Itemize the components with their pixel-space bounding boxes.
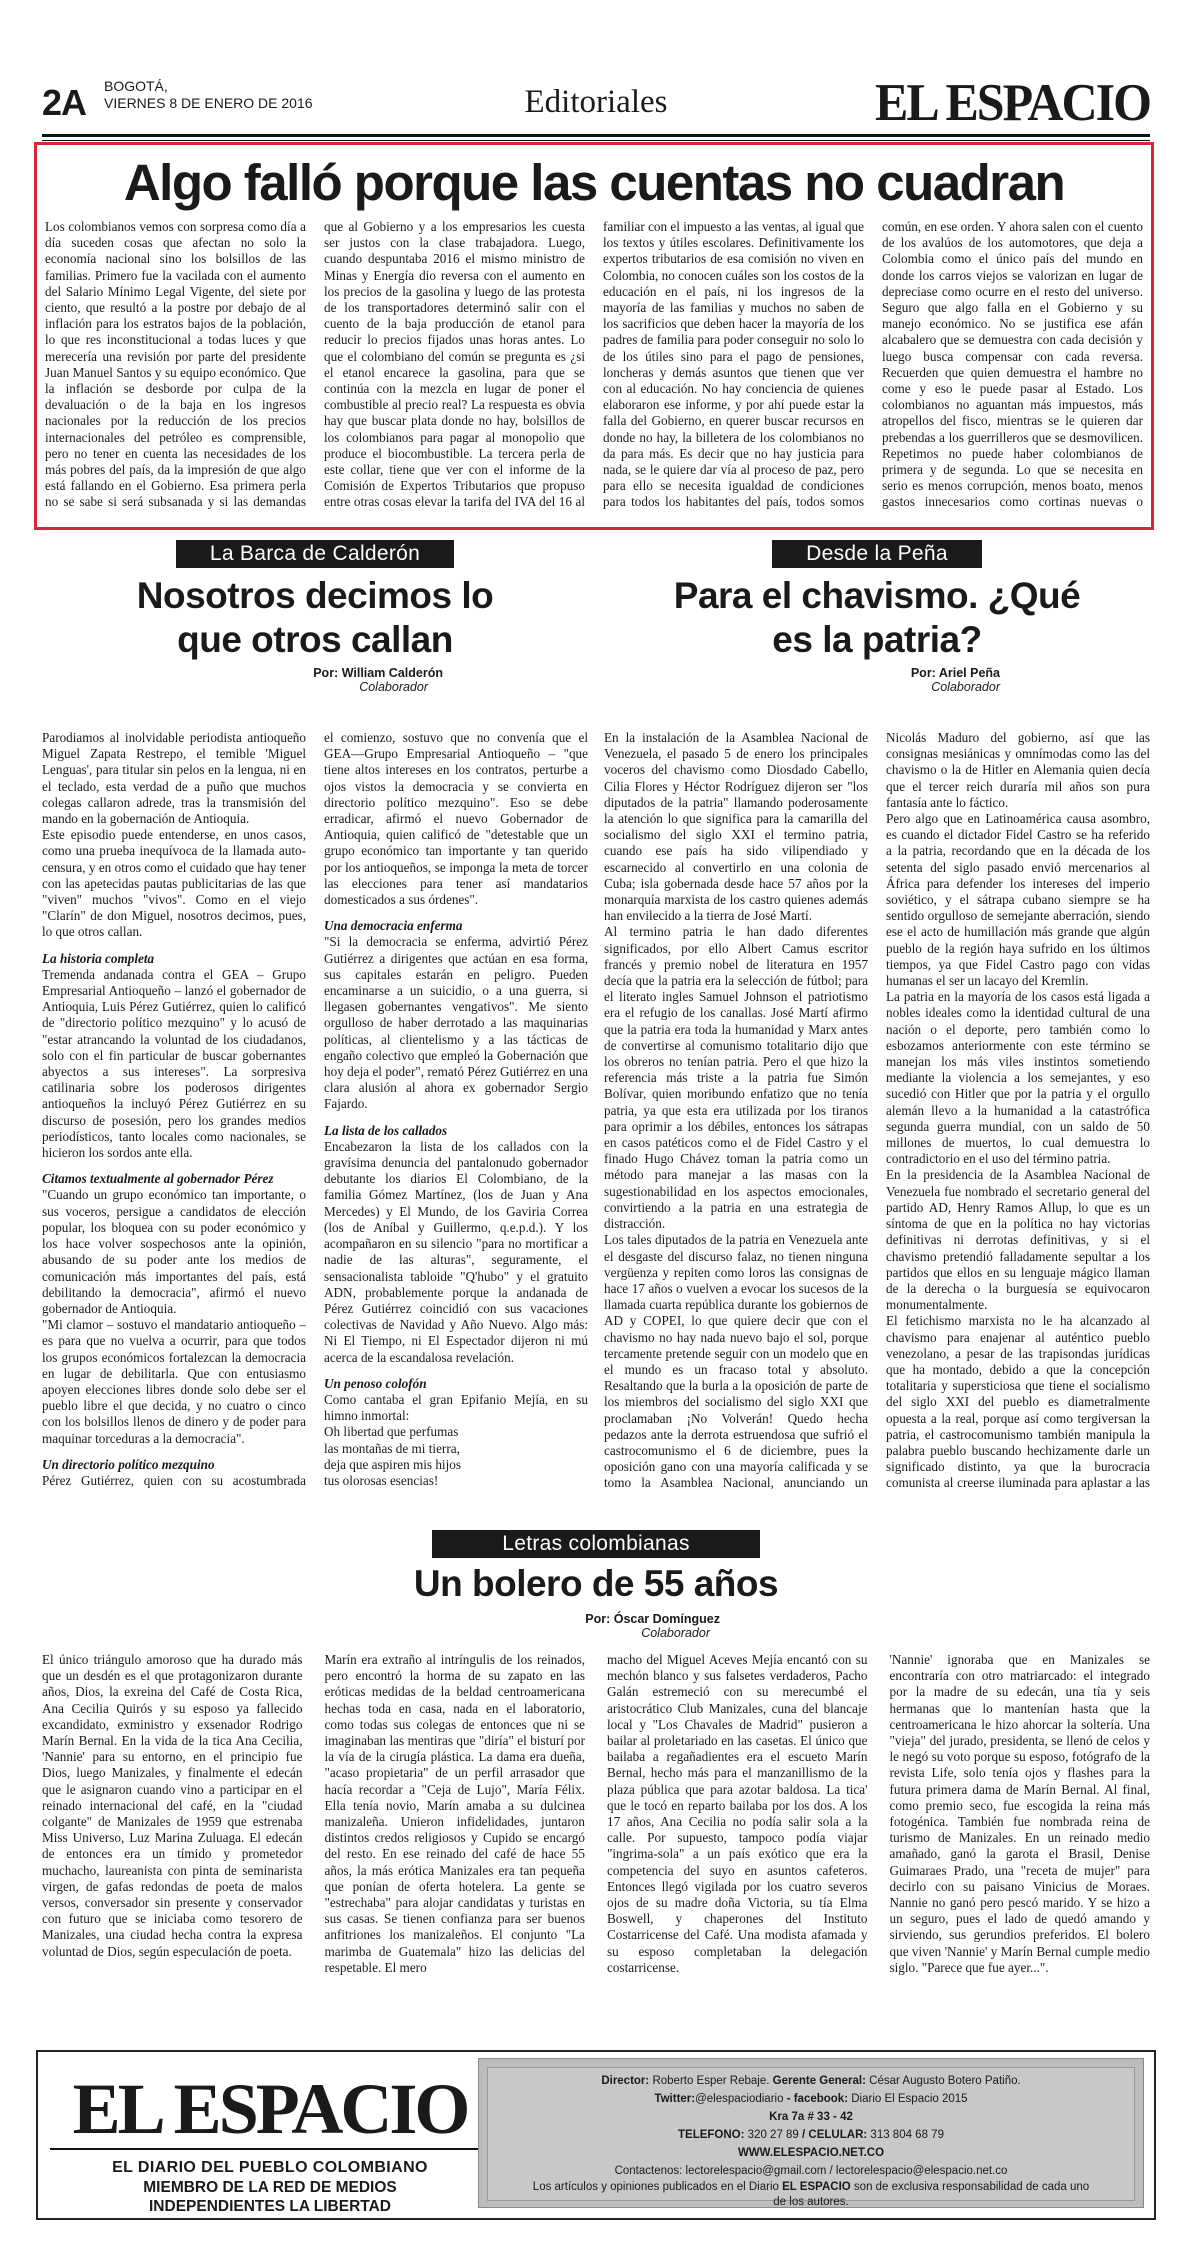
director-name: Roberto Esper Rebaje. bbox=[652, 2075, 770, 2087]
paragraph: Parodiamos al inolvidable periodista antioqueño Miguel Zapata Restrepo, el temible 'Miguel Lenguas', para titular sin pelos en la lengua, ni en el teclado, esta verdad de a puño que muchos colegas callaron adrede, tras la transmisión del mando en la gobernación de Antioquia. bbox=[42, 730, 306, 827]
footer-credits bbox=[487, 2067, 1135, 2208]
section-banner: Letras colombianas bbox=[432, 1530, 760, 1558]
article-column bbox=[42, 730, 306, 1490]
paragraph: "Cuando un grupo económico tan importante, o sus voceros, persigue a candidatos de elección popular, los bloquea con su poder económico y los hace volver sospechosos ante la opinión, abusando de su poder ante los medios de comunicación más importantes del país, está debilitando la democracia", afirmó el nuevo gobernador de Antioquia. bbox=[42, 1187, 306, 1316]
article-column: Marín era extraño al intríngulis de los reinados, pero encontró la horma de su zapato en las eróticas medidas de la beldad centroamericana hechas toda en casa, nada en el laboratorio, como todas sus colegas de entonces que ni se imaginaban las mentiras que "diría" el bisturí por la vía de la cirugía plástica. La dama era dueña, "acaso propietaria" de un perfil arrasador que hacía recordar a "Ceja de Lujo", María Félix. Ella tenía novio, Marín amaba a su dulcinea manizaleña. Unieron infidelidades, juntaron distintos credos religiosos y Cupido se encargó del resto. En ese reinado del café de hace 55 años, la más erótica Manizales era tan pequeña que ponían de oferta hotelera. La gente se "estrechaba" para alojar candidatas y turistas en sus casas. Se tienen confianza para ser buenos anfitriones los manizaleños. El conjunto "La marimba de Guatemala" hizo las delicias del respetable. El mero bbox=[324, 1652, 585, 1975]
subheading: Un directorio político mezquino bbox=[42, 1456, 215, 1472]
facebook-label: - facebook: bbox=[786, 2093, 849, 2105]
page-header bbox=[42, 64, 1150, 137]
article-byline: Por: Ariel Peña bbox=[910, 666, 1000, 680]
footer-tagline: EL DIARIO DEL PUEBLO COLOMBIANO bbox=[112, 2159, 428, 2176]
paragraph: Como cantaba el gran Epifanio Mejía, en su himno inmortal: bbox=[324, 1391, 588, 1424]
subheading: La historia completa bbox=[42, 950, 155, 966]
credits-web bbox=[488, 2144, 1134, 2162]
paragraph: En la instalación de la Asamblea Nacional de Venezuela, el pasado 5 de enero los principales voceros del chavismo como Diosdado Cabello, Cilia Flores y Héctor Rodríguez dijeron ser "los diputados de la patria" llamando poderosamente la atención lo que significa para la camarilla del socialismo del siglo XXI el termino patria, cuando ese país ha sido vilipendiado y escarnecido al convertirlo en una colonia de Cuba; isla gobernada desde hace 57 años por la monarquía marxista de los castro quienes además han envilecido a la tierra de José Martí. bbox=[604, 730, 868, 924]
subheading: Una democracia enferma bbox=[324, 918, 463, 934]
article-column bbox=[886, 730, 1150, 1490]
article-barca-body bbox=[42, 730, 588, 1490]
masthead-logo: EL ESPACIO bbox=[875, 72, 1150, 132]
poem-line: Oh libertad que perfumas bbox=[324, 1424, 459, 1440]
credits-contact bbox=[488, 2162, 1134, 2180]
director-label: Director: bbox=[601, 2075, 650, 2087]
dateline-date: VIERNES 8 DE ENERO DE 2016 bbox=[104, 95, 313, 111]
newspaper-page bbox=[42, 64, 1150, 1975]
article-column bbox=[604, 730, 868, 1490]
article-pena-body bbox=[604, 730, 1150, 1490]
paragraph: Pérez Gutiérrez, quien con su acostumbrada bbox=[42, 1472, 306, 1488]
article-byline: Por: Óscar Domínguez bbox=[585, 1612, 720, 1626]
page-number: 2A bbox=[42, 82, 87, 123]
facebook-page[interactable]: Diario El Espacio 2015 bbox=[851, 2093, 968, 2105]
paragraph: La patria en la mayoría de los casos está ligada a nobles ideales como la identidad cultural de una nación o el deporte, pero también como lo esbozamos anteriormente con este término se manejan los más viles instintos sometiendo mediante la violencia a los semejantes, y eso sucedió con Hitler que por la patria y el orgullo alemán llevo a la humanidad a la catastrófica segunda guerra mundial, con un saldo de 50 millones de muertos, lo cual demuestra lo contradictorio en el uso del término patria. bbox=[886, 989, 1150, 1167]
article-pena-header bbox=[604, 540, 1150, 694]
poem-line: tus olorosas esencias! bbox=[324, 1472, 439, 1488]
cel-label: / CELULAR: bbox=[802, 2129, 868, 2141]
section-title: Editoriales bbox=[524, 84, 668, 120]
article-byline: Por: William Calderón bbox=[313, 666, 443, 680]
article-column: 'Nannie' ignoraba que en Manizales se encontraría con otro matriarcado: el integrado por la madre de su edecán, una tía y seis hermanas que lo mantenían hasta que la centroamericana le hizo ahorcar la soltería. Una "vieja" del jurado, presidenta, se llenó de celos y le negó su voto porque su esposo, fotógrafo de la revista Life, solo tenía ojos y flashes para la futura primera dama de Marín Bernal. Al final, como premio seco, fue escogida la reina más fotogénica. También fue nombrada reina de turismo de Manizales. En un reinado medio amañado, ganó la garota el Brasil, Denise Guimaraes Prado, una "receta de mujer" para decirlo con su paisano Vinicius de Moraes. Nannie no ganó pero pescó marido. Y se hizo a un seguro, pues el lado de quedó amando y sirviendo, sus gerundios preferidos. El bolero que viven 'Nannie' y Marín Bernal cumple medio siglo. "Parece que fue ayer...". bbox=[889, 1652, 1150, 1975]
contact-emails[interactable]: lectorelespacio@gmail.com / lectorelespacio@elespacio.net.co bbox=[685, 2165, 1008, 2177]
website-link[interactable]: WWW.ELESPACIO.NET.CO bbox=[737, 2147, 885, 2159]
paragraph: Los tales diputados de la patria en Venezuela ante el desgaste del discurso falaz, no tienen ninguna vergüenza y repiten como loros las consignas de hace 17 años o vuelven a evocar los sucesos de la llamada cuarta república durante los gobiernos de AD y COPEI, lo que quiere decir que con el chavismo no hay nada nuevo bajo el sol, porque tercamente pretende seguir con un modelo que en el mundo es un fracaso total y absoluto. Resaltando que la burla a la oposición de parte de los miembros del socialismo del siglo XXI que proclamaban ¡No Volverán! Quedo hecha pedazos ante la derrota estruendosa que sufrió el castrocomunismo el 6 de diciembre, pues la oposición gano con una mayoría calificada y se tomo la Asamblea Nacional, anunciando un bbox=[604, 1232, 868, 1490]
paragraph: Encabezaron la lista de los callados con la gravísima denuncia del pantalonudo gobernador debutante los diarios El Colombiano, de la familia Gómez Martínez, (los de Juan y Ana Mercedes) y El Mundo, de los Gaviria Correa (los de Aníbal y Guillermo, q.e.p.d.). Y los acompañaron en su silencio "para no mortificar a nadie de las alturas", seguramente, el sensacionalista tabloide "Q'hubo" y el gratuito ADN, probablemente porque la andanada de Pérez Gutiérrez coincidió con sus vacaciones colectivas de Navidad y Año Nuevo. Algo más: Ni El Tiempo, ni El Espectador dijeron ni mú acerca de la escandalosa revelación. bbox=[324, 1138, 588, 1365]
twitter-label: Twitter: bbox=[654, 2093, 696, 2105]
article-column: macho del Miguel Aceves Mejía encantó con su mechón blanco y sus falsetes verdaderos, Pacho Galán estremeció con su merecumbé el aristocrático Club Manizales, cuna del blancaje local y "Los Chavales de Madrid" pusieron a bailar al proletariado en las casetas. El único que bailaba a regañadientes era el escueto Marín Bernal, hecho más para el manzanillismo de la plaza pública que para azotar baldosa. La tica' que le tocó en reparto bailaba por los dos. A los 17 años, Ana Cecilia no podía salir sola a la calle. Por supuesto, tampoco podía viajar "ingrima-sola" a un país exótico que era la competencia del suyo en asuntos cafeteros. Entonces llegó vigilada por los cuatro severos ojos de su madre doña Victoria, su tía Elma Boswell, y chaperones del Instituto Costarricense del Café. Una modista afamada y su esposo completaban la delegación costarricense. bbox=[607, 1652, 868, 1975]
poem-line: las montañas de mi tierra, bbox=[324, 1440, 460, 1456]
disclaimer-text: son de exclusiva responsabilidad de cada uno de los autores. bbox=[773, 2181, 1090, 2208]
twitter-handle[interactable]: @elespaciodiario bbox=[695, 2093, 784, 2105]
article-column: El único triángulo amoroso que ha durado más que un desdén es el que protagonizaron durante años, Dios, la exreina del Café de Costa Rica, Ana Cecilia Quirós y su esposo ya fallecido excandidato, exministro y exsenador Rodrigo Marín Bernal. En la vida de la tica Ana Cecilia, 'Nannie' para su entorno, en el principio fue Dios, luego Manizales, y finalmente el edecán que le asignaron cuando vino a participar en el reinado internacional del café, en la "ciudad colgante" de Manizales de 1959 que estrenaba Miss Universo, Luz Marina Zuluaga. El edecán de entonces era un tímido y prometedor muchacho, laureanista con pinta de seminarista virgen, de gafas redondas de poeta de malos versos, conversador sin presente y conservador con futuro que se iniciaba como tesorero de Manizales, una ciudad hecha contra la expresa voluntad de Dios, según especulación de poeta. bbox=[42, 1652, 303, 1959]
editorial-column: familiar con el impuesto a las ventas, al igual que los textos y útiles escolares. Definitivamente los expertos tributarios de esa comisión no viven en Colombia, no conocen cuáles son los costos de la educación en el país, ni los ingresos de la mayoría de las familias y muchos no saben de los sacrificios que deben hacer la mayoría de los padres de familia para poder conseguir no solo lo de los útiles sino para el pago de pensiones, loncheras y demás asuntos que tienen que ver con al educación. No hay conciencia de quienes elaboraron ese informe, y por ahí puede estar la falla del Gobierno, en querer buscar recursos en donde no hay, la billetera de los colombianos no da para más. Es decir que no hay justicia para nada, se le quiere dar vía al proceso de paz, pero para ello se necesita igualdad de condiciones para todos los habitantes del país, todos somos bbox=[603, 219, 864, 510]
footer-masthead bbox=[50, 2069, 490, 2215]
credits-phones bbox=[488, 2126, 1134, 2144]
editorial-box bbox=[34, 142, 1154, 530]
credits-disclaimer bbox=[488, 2180, 1134, 2210]
cel-number: 313 804 68 79 bbox=[870, 2129, 944, 2141]
paragraph: Al termino patria le han dado diferentes significados, por ello Albert Camus escritor francés y premio nobel de literatura en 1957 decía que la patria era la selección de fútbol; para el literato ingles Samuel Johnson el patriotismo era el refugio de los canallas. José Martí afirmo que la patria era toda la humanidad y Marx antes de convertirse al comunismo totalitario dijo que los obreros no tenían patria. Pero el que hizo la referencia más triste a la patria fue Simón Bolívar, quien moribundo enfatizo que no tenía patria, ya que esta era utilizada por los tiranos para oprimir a los débiles, entonces los sátrapas en casos patéticos como el de Fidel Castro y el finado Hugo Chávez toman la patria como un método para manejar a las masas con la sugestionabilidad en los aspectos emocionales, convirtiendo a la patria en una estrategia de distracción. bbox=[604, 924, 868, 1232]
article-barca-header bbox=[42, 540, 588, 694]
phone-label: TELEFONO: bbox=[678, 2129, 745, 2141]
editorial-columns bbox=[45, 219, 1143, 511]
paragraph: Nicolás Maduro del gobierno, así que las consignas mesiánicas y omnímodas como las del chavismo o la de Hitler en Alemania quien decía que el tercer reich duraría mil años son pura fantasía ante lo fáctico. bbox=[886, 730, 1150, 810]
dateline-city: BOGOTÁ, bbox=[104, 78, 168, 94]
editorial-column: Los colombianos vemos con sorpresa como día a día suceden cosas que afectan no solo la economía nacional sino los bolsillos de las familias. Primero fue la vacilada con el aumento del Salario Mínimo Legal Vigente, del siete por ciento, que resultó a la postre por debajo de al inflación para los estratos bajos de la población, lo que res inconstitucional a todas luces y que merecería una revisión por parte del presidente Juan Manuel Santos y su equipo económico. Que la inflación se desborde por culpa de la devaluación o de la baja en los ingresos nacionales por la reducción de los precios internacionales del petróleo es comprensible, pero no tener en cuenta las necesidades de los más pobres del país, da la impresión de que algo está fallando en el Gobierno. Esa primera perla no se sabe si será subsanada y si las demandas bbox=[45, 219, 306, 510]
paragraph: Este episodio puede entenderse, en unos casos, como una prueba inequívoca de la llamada auto-censura, y en otros como el cuidado que hay tener con las apetecidas pautas publicitarias de las que "viven" muchos "vivos". Como en el viejo "Clarín" de don Miguel, nosotros decimos, pues, lo que otros callan. bbox=[42, 827, 306, 940]
footer-membership: MIEMBRO DE LA RED DE MEDIOS bbox=[143, 2179, 397, 2196]
gerente-label: Gerente General: bbox=[772, 2075, 866, 2087]
article-byline-role: Colaborador bbox=[641, 1626, 710, 1640]
phone-number: 320 27 89 bbox=[747, 2129, 799, 2141]
paragraph: Tremenda andanada contra el GEA – Grupo Empresarial Antioqueño – lanzó el gobernador de Antioquia, Luis Pérez Gutiérrez, quien lo calificó de "directorio político mezquino" y lo acusó de "estar atrancando la voluntad de los ciudadanos, solo con el fin particular de buscar gobernantes abyectos a sus intereses". La sorpresiva catilinaria sobre los poderosos dirigentes antioqueños la incluyó Pérez Gutiérrez en su discurso de posesión, pero los grandes medios periodísticos, tanto locales como nacionales, se hicieron los sordos ante ella. bbox=[42, 966, 306, 1161]
header-rule bbox=[42, 140, 1150, 141]
footer-membership: INDEPENDIENTES LA LIBERTAD bbox=[149, 2198, 391, 2215]
disclaimer-text: Los artículos y opiniones publicados en el Diario bbox=[532, 2181, 779, 2193]
paragraph: En la presidencia de la Asamblea Nacional de Venezuela fue nombrado el secretario general del partido AD, Henry Ramos Allup, lo que es un síntoma de que en la política no hay victorias definitivas ni derrotas definitivas, y si el chavismo pretendió falladamente sepultar a los partidos que ellos en su lenguaje mágico llaman de la derecha o la burguesía se equivocaron monumentalmente. bbox=[886, 1167, 1150, 1313]
article-letras-body bbox=[42, 1652, 1150, 1984]
paragraph bbox=[324, 1489, 588, 1490]
credits-staff bbox=[488, 2072, 1134, 2090]
editorial-column: que al Gobierno y a los empresarios les cuesta ser justos con la clase trabajadora. Luego, cuando despuntaba 2016 el mismo ministro de Minas y Energía dio reversa con el aumento en los precios de la gasolina y luego de las protesta de los transportadores determinó salir con el cuento de la baja producción de etanol para reducir lo precios fijados unas horas antes. Lo que el colombiano del común se pregunta es ¿si el etanol encarece la gasolina, para que se continúa con la mezcla en lugar de poner el combustible al precio real? La respuesta es obvia hay que buscar plata donde no hay, bolsillos de los colombianos para pagar al monopolio que produce el biocombustible. La tercera perla de este collar, tiene que ver con el informe de la Comisión de Expertos Tributarios que propuso entre otras cosas elevar la tarifa del IVA del 16 al bbox=[324, 219, 585, 510]
paragraph: "Si la democracia se enferma, advirtió Pérez Gutiérrez a dirigentes que actúan en esa forma, sus capitales estarán en peligro. Pueden encaminarse a un suicidio, o a una guerra, si llegasen gobernantes vengativos". Me siento orgulloso de haber derrotado a las maquinarias políticas, al clientelismo y a las tácticas de engaño colectivo que empleó la Gobernación que hoy deja el poder", remató Pérez Gutiérrez en una clara alusión al ahora ex gobernador Sergio Fajardo. bbox=[324, 934, 588, 1112]
paragraph: el comienzo, sostuvo que no convenía que el GEA—Grupo Empresarial Antioqueño – "que tiene altos intereses en los contratos, perturbe a ojos vistos la democracia y se convierta en directorio político mezquino". Eso se debe erradicar, afirmó el nuevo Gobernador de Antioquia, quien calificó de "detestable que un grupo económico tan importante y tan querido por los antioqueños, se imponga la meta de torcer las elecciones para tener así mandatarios domesticados a sus órdenes". bbox=[324, 730, 588, 908]
paragraph: Pero algo que en Latinoamérica causa asombro, es cuando el dictador Fidel Castro se ha referido a la patria, recordando que en la década de los setenta del siglo pasado envió mercenarios al África para defender los intereses del imperio soviético, y el sátrapa cubano siempre se ha sentido orgulloso de semejante aberración, siendo ese el acto de humillación más grande que algún pueblo de la región haya sufrido en los últimos tiempos, ya que Fidel Castro pago con vidas humanas el ser un lacayo del Kremlin. bbox=[886, 811, 1150, 989]
contact-label: Contactenos: bbox=[614, 2165, 683, 2177]
poem-line: deja que aspiren mis hijos bbox=[324, 1456, 461, 1472]
subheading: Citamos textualmente al gobernador Pérez bbox=[42, 1171, 274, 1187]
article-letras-header bbox=[42, 1530, 1150, 1640]
article-headline: Nosotros decimos lo que otros callan bbox=[136, 575, 494, 660]
article-byline-role: Colaborador bbox=[931, 680, 1000, 694]
gerente-name: César Augusto Botero Patiño. bbox=[869, 2075, 1021, 2087]
section-banner: La Barca de Calderón bbox=[176, 540, 454, 568]
footer-logo: EL ESPACIO bbox=[50, 2070, 490, 2150]
paragraph: "Mi clamor – sostuvo el mandatario antioqueño – es para que no vuelva a ocurrir, para que todos los grupos económicos fortalezcan la democracia en lugar de debilitarla. Que con entusiasmo apoyen elecciones libres donde solo debe ser el pueblo libre el que decida, y no cuatro o cinco con los bolsillos llenos de dinero y de poder para maquinar torceduras a la democracia". bbox=[42, 1317, 306, 1446]
subheading: La lista de los callados bbox=[324, 1122, 448, 1138]
editorial-headline: Algo falló porque las cuentas no cuadran bbox=[123, 154, 1065, 211]
paragraph: El fetichismo marxista no le ha alcanzado al chavismo para enajenar al auténtico pueblo venezolano, a pesar de las trapisondas jurídicas que ha montado, debido a que la concepción totalitaria y supersticiosa que tiene el socialismo del siglo XXI del pueblo es diametralmente opuesta a la real, porque así como tergiversan la patria, el castrocomunismo también manipula la palabra pueblo buscando hechizamente darle un significado distinto, ya que la burocracia comunista al creerse iluminada para aplastar a las bbox=[886, 1313, 1150, 1490]
subheading: Un penoso colofón bbox=[324, 1375, 427, 1391]
credits-social bbox=[488, 2090, 1134, 2108]
article-column bbox=[324, 730, 588, 1490]
section-banner: Desde la Peña bbox=[772, 540, 982, 568]
article-headline: Un bolero de 55 años bbox=[413, 1563, 779, 1604]
article-byline-role: Colaborador bbox=[359, 680, 428, 694]
credits-address bbox=[488, 2108, 1134, 2126]
editorial-column: común, en ese orden. Y ahora salen con el cuento de los avalúos de los automotores, que deja a Colombia como el único país del mundo en donde los carros viejos se valorizan en lugar de depreciase como ocurre en el resto del universo. Seguro que algo falla en el Gobierno y su manejo económico. No se justifica ese afán alcabalero que se demuestra con cada decisión y luego busca compensar con cada reversa. Recuerden que quien demuestra el hambre no come y eso le puede pasar al Estado. Los colombianos no aguantan más impuestos, más atropellos del fisco, mientras se le quieren dar prebendas a los guerrilleros que se desmovilicen. Repetimos no puede haber colombianos de primera y de segunda. Lo que se necesita en serio es menos corrupción, menos boato, menos gastos innecesarios como cortinas nuevas o bbox=[882, 219, 1143, 510]
address: Kra 7a # 33 - 42 bbox=[769, 2111, 853, 2123]
article-headline: Para el chavismo. ¿Qué es la patria? bbox=[673, 575, 1081, 660]
disclaimer-brand: EL ESPACIO bbox=[782, 2181, 851, 2193]
footer-credits-box bbox=[478, 2058, 1144, 2208]
